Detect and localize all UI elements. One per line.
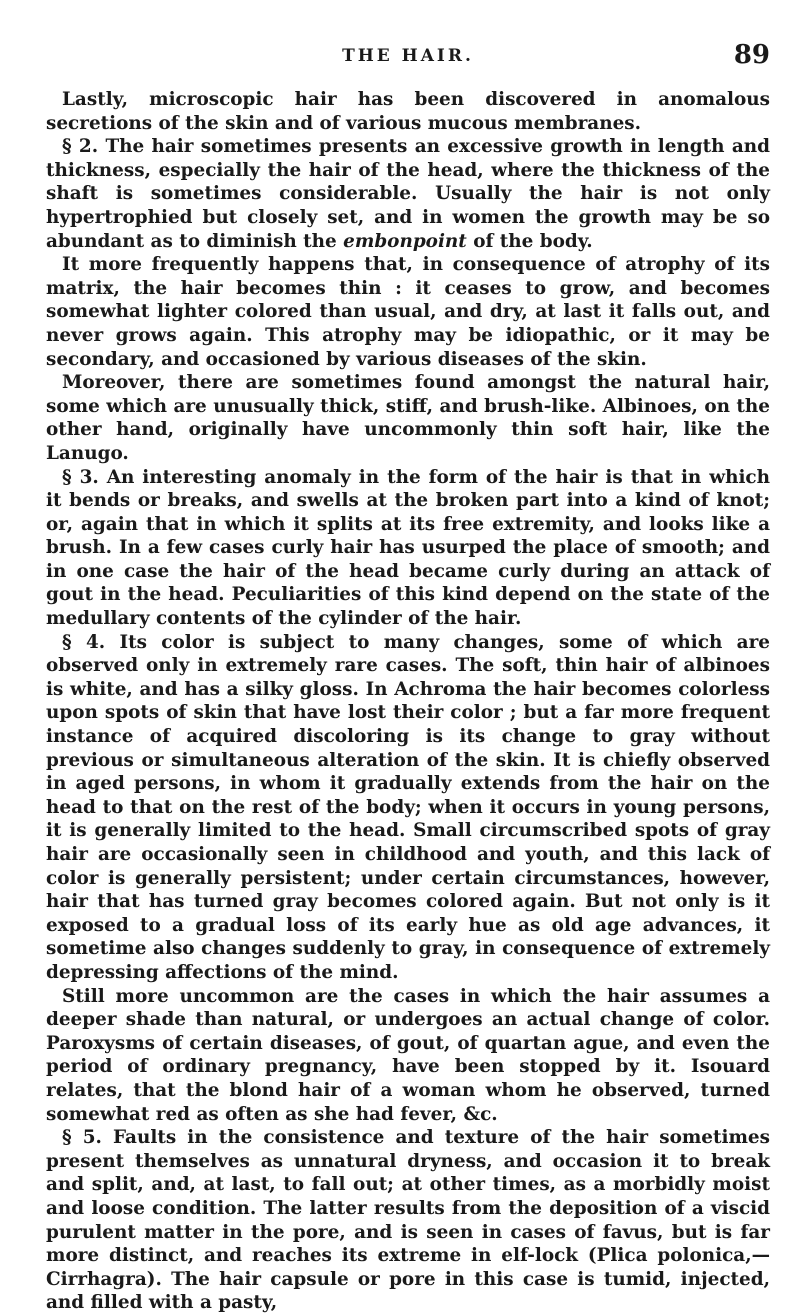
paragraph-8: § 5. Faults in the consistence and texture of the hair sometimes present themselves as unnatural dryness, and occasion it to break and split, and, at last, to fall out; at other times, as a morbidly moist and loose condition. The latter results from the deposition of a viscid purulent matter in the pore, and is seen in cases of favus, but is far more distinct, and reaches its extreme in elf-lock (Plica polonica,—Cirrhagra). The hair capsule or pore in this case is tumid, injected, and filled with a pasty, — [46, 1127, 770, 1314]
paragraph-4: Moreover, there are sometimes found amongst the natural hair, some which are unusually thick, stiff, and brush-like. Albinoes, on the other hand, originally have uncommonly thin soft hair, like the Lanugo. — [46, 372, 770, 464]
running-header — [46, 40, 770, 76]
paragraph-5: § 3. An interesting anomaly in the form of the hair is that in which it bends or breaks, and swells at the broken part into a kind of knot; or, again that in which it splits at its free extremity, and looks like a brush. In a few cases curly hair has usurped the place of smooth; and in one case the hair of the head became curly during an attack of gout in the head. Peculiarities of this kind depend on the state of the medullary contents of the cylinder of the hair. — [46, 466, 770, 630]
body-text — [46, 88, 770, 1315]
page-number: 89 — [733, 40, 770, 70]
paragraph-3: It more frequently happens that, in consequence of atrophy of its matrix, the hair becomes thin : it ceases to grow, and becomes somewhat lighter colored than usual, and dry, at last it falls out, and never grows again. This atrophy may be idiopathic, or it may be secondary, and occasioned by various diseases of the skin. — [46, 254, 770, 370]
paragraph-2-tail: of the body. — [466, 230, 593, 252]
book-page — [46, 40, 770, 1315]
paragraph-2-text: § 2. The hair sometimes presents an excessive growth in length and thickness, especially the hair of the head, where the thickness of the shaft is sometimes considerable. Usually the hair is not only hypertrophied but closely set, and in women the growth may be so abundant as to diminish the — [46, 136, 770, 252]
paragraph-2 — [46, 135, 770, 253]
paragraph-1: Lastly, microscopic hair has been discovered in anomalous secretions of the skin and of various mucous membranes. — [46, 89, 770, 134]
paragraph-6: § 4. Its color is subject to many changes, some of which are observed only in extremely rare cases. The soft, thin hair of albinoes is white, and has a silky gloss. In Achroma the hair becomes colorless upon spots of skin that have lost their color ; but a far more frequent instance of acquired discoloring is its change to gray without previous or simultaneous alteration of the skin. It is chiefly observed in aged persons, in whom it gradually extends from the hair on the head to that on the rest of the body; when it occurs in young persons, it is generally limited to the head. Small circumscribed spots of gray hair are occasionally seen in childhood and youth, and this lack of color is generally persistent; under certain circumstances, however, hair that has turned gray becomes colored again. But not only is it exposed to a gradual loss of its early hue as old age advances, it sometime also changes suddenly to gray, in consequence of extremely depressing affections of the mind. — [46, 631, 770, 983]
running-title: THE HAIR. — [342, 46, 474, 66]
emphasized-term: embonpoint — [343, 230, 467, 252]
paragraph-7: Still more uncommon are the cases in which the hair assumes a deeper shade than natural, or undergoes an actual change of color. Paroxysms of certain diseases, of gout, of quartan ague, and even the period of ordinary pregnancy, have been stopped by it. Isouard relates, that the blond hair of a woman whom he observed, turned somewhat red as often as she had fever, &c. — [46, 985, 770, 1125]
